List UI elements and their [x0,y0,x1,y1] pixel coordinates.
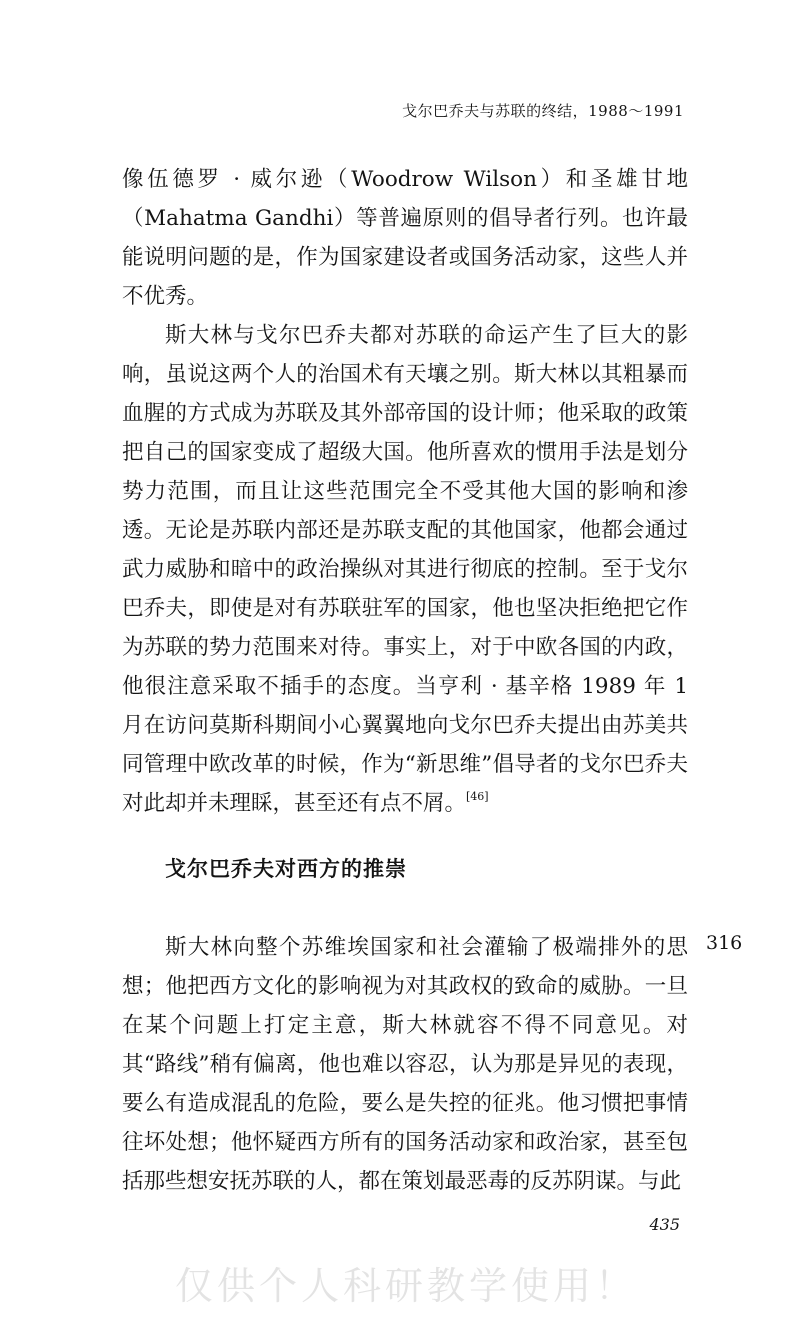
page-number: 435 [649,1215,680,1234]
paragraph-2-text: 斯大林与戈尔巴乔夫都对苏联的命运产生了巨大的影响，虽说这两个人的治国术有天壤之别。斯大林以其粗暴而血腥的方式成为苏联及其外部帝国的设计师；他采取的政策把自己的国家变成了超级大国。他所喜欢的惯用手法是划分势力范围，而且让这些范围完全不受其他大国的影响和渗透。无论是苏联内部还是苏联支配的其他国家，他都会通过武力威胁和暗中的政治操纵对其进行彻底的控制。至于戈尔巴乔夫，即使是对有苏联驻军的国家，他也坚决拒绝把它作为苏联的势力范围来对待。事实上，对于中欧各国的内政，他很注意采取不插手的态度。当亨利 · 基辛格 1989 年 1 月在访问莫斯科期间小心翼翼地向戈尔巴乔夫提出由苏美共同管理中欧改革的时候，作为“新思维”倡导者的戈尔巴乔夫对此却并未理睬，甚至还有点不屑。 [122,323,688,816]
footnote-ref[interactable]: [46] [466,790,489,803]
section-heading: 戈尔巴乔夫对西方的推崇 [165,857,407,881]
running-header: 戈尔巴乔夫与苏联的终结，1988～1991 [402,102,684,120]
paragraph-1: 像伍德罗 · 威尔逊（Woodrow Wilson）和圣雄甘地（Mahatma Gandhi）等普遍原则的倡导者行列。也许最能说明问题的是，作为国家建设者或国务活动家，这些人并不优秀。 [122,167,688,309]
paragraph-2 [122,316,688,823]
watermark: 仅供个人科研教学使用！ [175,1264,638,1308]
margin-page-reference: 316 [706,932,743,954]
paragraph-3: 斯大林向整个苏维埃国家和社会灌输了极端排外的思想；他把西方文化的影响视为对其政权的致命的威胁。一旦在某个问题上打定主意，斯大林就容不得不同意见。对其“路线”稍有偏离，他也难以容忍，认为那是异见的表现，要么有造成混乱的危险，要么是失控的征兆。他习惯把事情往坏处想；他怀疑西方所有的国务活动家和政治家，甚至包括那些想安抚苏联的人，都在策划最恶毒的反苏阴谋。与此 [122,935,688,1194]
